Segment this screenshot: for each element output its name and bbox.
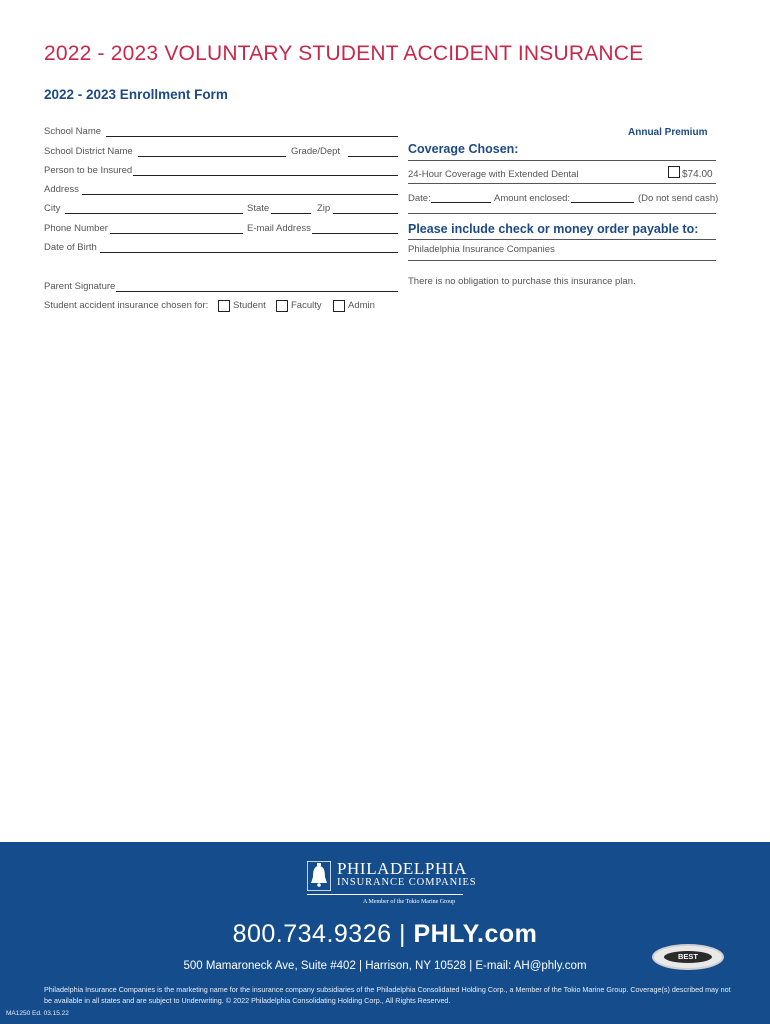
state-label: State	[247, 203, 270, 214]
page-title: 2022 - 2023 VOLUNTARY STUDENT ACCIDENT INSURANCE	[44, 42, 644, 65]
school-district-field[interactable]	[138, 156, 286, 157]
annual-premium-heading: Annual Premium	[628, 127, 708, 138]
date-field[interactable]	[431, 202, 491, 203]
section-divider	[408, 183, 716, 184]
form-subtitle: 2022 - 2023 Enrollment Form	[44, 87, 228, 102]
footer-address: 500 Mamaroneck Ave, Suite #402 | Harrison, NY 10528 | E-mail: AH@phly.com	[183, 960, 587, 972]
phone-label: Phone Number	[44, 223, 108, 234]
state-field[interactable]	[271, 213, 311, 214]
plan-checkbox[interactable]	[668, 166, 680, 178]
address-label: Address	[44, 184, 79, 195]
email-field[interactable]	[312, 233, 398, 234]
logo-name: PHILADELPHIA	[337, 859, 467, 878]
logo-tagline: A Member of the Tokio Marine Group	[363, 899, 456, 905]
date-label: Date:	[408, 193, 431, 204]
city-field[interactable]	[65, 213, 243, 214]
plan-label: 24-Hour Coverage with Extended Dental	[408, 169, 579, 180]
person-insured-label: Person to be Insured	[44, 165, 133, 176]
chosen-for-label: Student accident insurance chosen for:	[44, 300, 209, 311]
no-cash-note: (Do not send cash)	[638, 193, 719, 204]
parent-signature-field[interactable]	[116, 291, 398, 292]
email-label: E-mail Address	[247, 223, 311, 234]
dob-label: Date of Birth	[44, 242, 97, 253]
zip-field[interactable]	[333, 213, 398, 214]
parent-signature-label: Parent Signature	[44, 281, 116, 292]
admin-option-label: Admin	[348, 300, 375, 311]
coverage-chosen-heading: Coverage Chosen:	[408, 142, 519, 156]
zip-label: Zip	[317, 203, 331, 214]
grade-dept-label: Grade/Dept	[291, 146, 341, 157]
contact-line	[0, 920, 770, 949]
phone-number[interactable]: 800.734.9326	[232, 920, 392, 948]
student-option-label: Student	[233, 300, 266, 311]
faculty-option-label: Faculty	[291, 300, 322, 311]
school-district-label: School District Name	[44, 146, 133, 157]
am-best-badge-label: BEST	[664, 951, 712, 963]
section-divider	[408, 239, 716, 240]
plan-price: $74.00	[682, 169, 713, 180]
fine-print: Philadelphia Insurance Companies is the marketing name for the insurance company subsidiaries of the Philadelphia Consolidated Holding Corp., a Member of the Tokio Marine Group. Coverage(s) described may not be available in all states and are subject to Underwriting. © 2022 Philadelphia Consolidating Holding Corp., All Rights Reserved.	[44, 985, 731, 1005]
section-divider	[408, 260, 716, 261]
logo-subtitle: INSURANCE COMPANIES	[337, 877, 477, 888]
obligation-note: There is no obligation to purchase this insurance plan.	[408, 276, 636, 287]
section-divider	[408, 160, 716, 161]
phone-field[interactable]	[110, 233, 243, 234]
separator: |	[398, 920, 406, 948]
logo-divider	[307, 894, 463, 895]
address-field[interactable]	[82, 194, 398, 195]
admin-checkbox[interactable]	[333, 300, 345, 312]
school-name-field[interactable]	[106, 136, 398, 137]
amount-enclosed-field[interactable]	[571, 202, 634, 203]
payable-heading: Please include check or money order payable to:	[408, 222, 699, 236]
grade-dept-field[interactable]	[348, 156, 398, 157]
student-checkbox[interactable]	[218, 300, 230, 312]
city-label: City	[44, 203, 61, 214]
payee-name: Philadelphia Insurance Companies	[408, 244, 555, 255]
liberty-bell-icon	[307, 861, 331, 891]
am-best-badge	[652, 944, 724, 970]
website-link[interactable]: PHLY.com	[413, 920, 538, 948]
school-name-label: School Name	[44, 126, 102, 137]
section-divider	[408, 213, 716, 214]
dob-field[interactable]	[100, 252, 398, 253]
form-id: MA1250 Ed. 03.15.22	[6, 1010, 69, 1017]
person-insured-field[interactable]	[133, 175, 398, 176]
faculty-checkbox[interactable]	[276, 300, 288, 312]
amount-enclosed-label: Amount enclosed:	[494, 193, 571, 204]
